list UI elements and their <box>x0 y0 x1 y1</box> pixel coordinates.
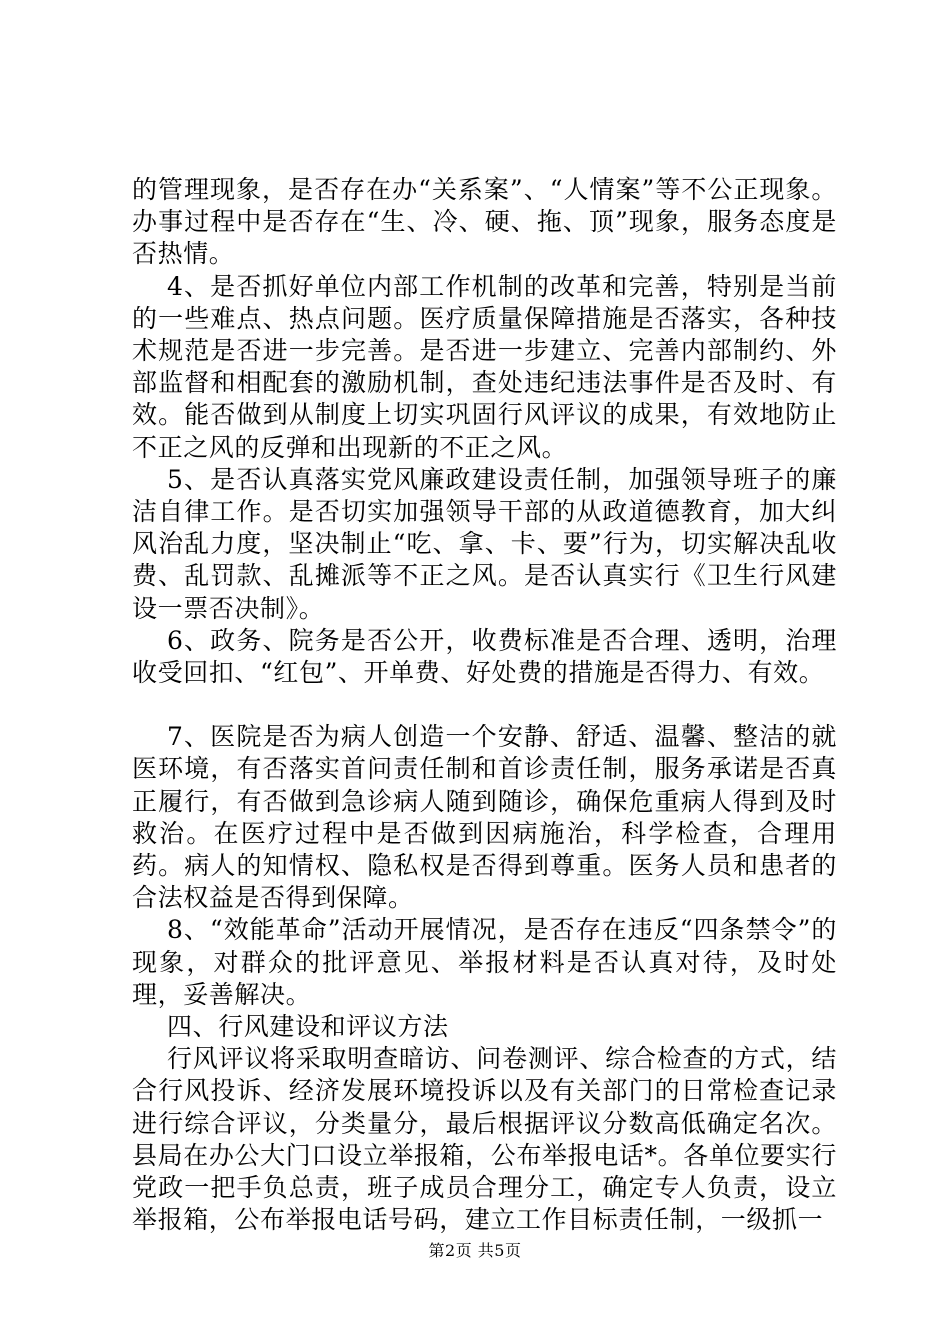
paragraph-item-8: 8、“效能革命”活动开展情况，是否存在违反“四条禁令”的现象，对群众的批评意见、举报材料是否认真对待，及时处理，妥善解决。 <box>132 915 837 1009</box>
document-body <box>132 174 837 1237</box>
section-heading: 四、行风建设和评议方法 <box>167 1012 449 1042</box>
paragraph-item-4: 4、是否抓好单位内部工作机制的改革和完善，特别是当前的一些难点、热点问题。医疗质量保障措施是否落实，各种技术规范是否进一步完善。是否进一步建立、完善内部制约、外部监督和相配套的激励机制，查处违纪违法事件是否及时、有效。能否做到从制度上切实巩固行风评议的成果，有效地防止不正之风的反弹和出现新的不正之风。 <box>132 271 837 462</box>
paragraph-item-5: 5、是否认真落实党风廉政建设责任制，加强领导班子的廉洁自律工作。是否切实加强领导干部的从政道德教育，加大纠风治乱力度，坚决制止“吃、拿、卡、要”行为，切实解决乱收费、乱罚款、乱摊派等不正之风。是否认真实行《卫生行风建设一票否决制》。 <box>132 464 837 623</box>
paragraph-item-6: 6、政务、院务是否公开，收费标准是否合理、透明，治理收受回扣、“红包”、开单费、好处费的措施是否得力、有效。 <box>132 625 837 688</box>
paragraph-item-7: 7、医院是否为病人创造一个安静、舒适、温馨、整洁的就医环境，有否落实首问责任制和首诊责任制，服务承诺是否真正履行，有否做到急诊病人随到随诊，确保危重病人得到及时救治。在医疗过程中是否做到因病施治，科学检查，合理用药。病人的知情权、隐私权是否得到尊重。医务人员和患者的合法权益是否得到保障。 <box>132 722 837 913</box>
paragraph-continuation: 的管理现象，是否存在办“关系案”、“人情案”等不公正现象。办事过程中是否存在“生、冷、硬、拖、顶”现象，服务态度是否热情。 <box>132 175 837 269</box>
paragraph-method: 行风评议将采取明查暗访、问卷测评、综合检查的方式，结合行风投诉、经济发展环境投诉以及有关部门的日常检查记录进行综合评议，分类量分，最后根据评议分数高低确定名次。县局在办公大门口设立举报箱，公布举报电话*。各单位要实行党政一把手负总责，班子成员合理分工，确定专人负责，设立举报箱，公布举报电话号码，建立工作目标责任制，一级抓一 <box>132 1044 837 1235</box>
page-footer: 第2页 共5页 <box>428 1241 522 1260</box>
